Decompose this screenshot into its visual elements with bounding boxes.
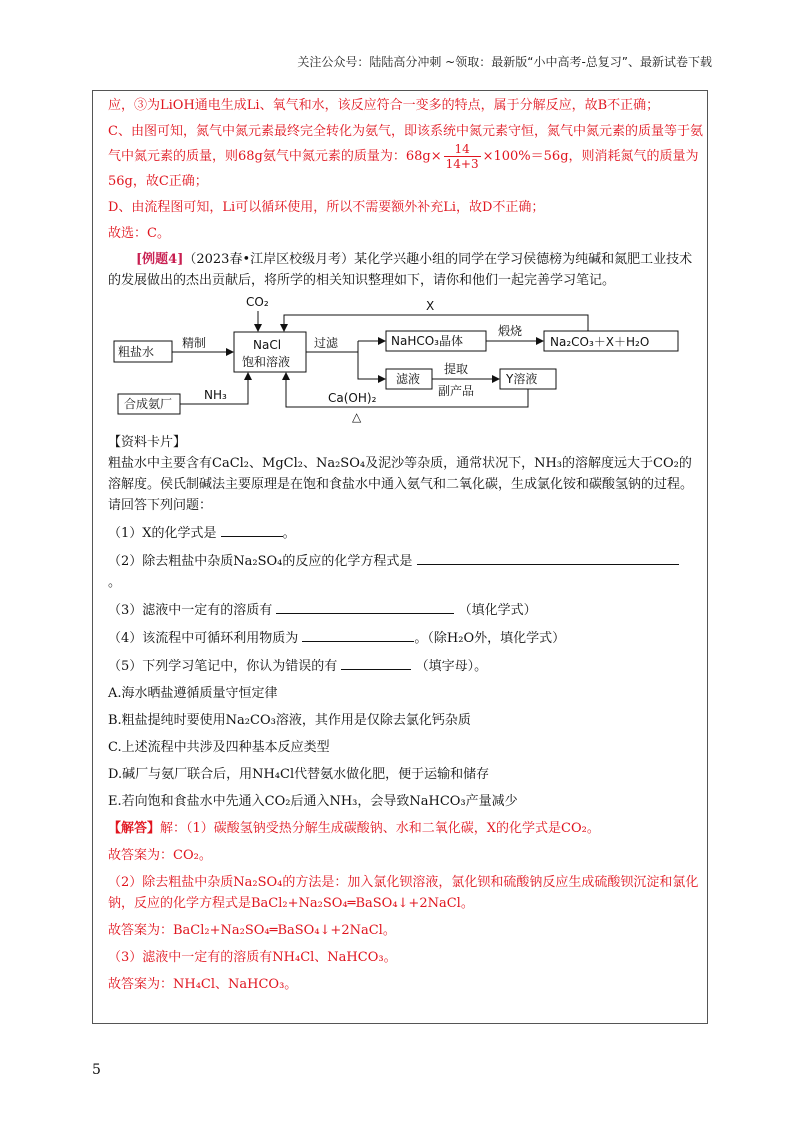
example-intro-text: （2023春•江岸区校级月考）某化学兴趣小组的同学在学习侯德榜为纯碱和氮肥工业技术的发展做出的杰出贡献后，将所学的相关知识整理如下，请你和他们一起完善学习笔记。 (108, 252, 693, 288)
q2-blank (417, 550, 679, 565)
option-c: C.上述流程中共涉及四种基本反应类型 (108, 740, 330, 755)
co2-label: CO₂ (246, 297, 269, 309)
example-intro (108, 249, 704, 291)
heat-label: △ (352, 410, 362, 424)
page-number: 5 (92, 1062, 101, 1078)
option-e: E.若向饱和食盐水中先通入CO₂后通入NH₃，会导致NaHCO₃产量减少 (108, 794, 518, 809)
q1-text: （1）X的化学式是 (108, 526, 217, 541)
answer-2-final: 故答案为：BaCl₂+Na₂SO₄═BaSO₄↓+2NaCl。 (108, 923, 396, 938)
q3-blank (276, 599, 454, 614)
option-d: D.碱厂与氨厂联合后，用NH₄Cl代替氨水做化肥，便于运输和储存 (108, 767, 490, 782)
question-1 (108, 522, 704, 544)
q5-text: （5）下列学习笔记中，你认为错误的有 (108, 659, 338, 674)
mass-fraction (444, 142, 481, 171)
calcine-label: 煅烧 (498, 324, 523, 338)
fraction-numerator: 14 (444, 142, 481, 157)
answer-1-final: 故答案为：CO₂。 (108, 848, 212, 863)
answer-label: 【解答】 (108, 821, 161, 836)
q1-blank (221, 522, 283, 537)
question-4 (108, 627, 704, 649)
explanation-d: D、由流程图可知，Li可以循环使用，所以不需要额外补充Li，故D不正确； (108, 200, 545, 215)
question-2 (108, 550, 704, 593)
arrow-x-recycle (284, 315, 588, 331)
extract-label: 提取 (444, 362, 469, 376)
question-5 (108, 655, 704, 677)
fraction-denominator: 14+3 (445, 157, 479, 171)
explanation-c-text2: ×100%＝56g，则消耗氮气的质量为56g，故C正确； (108, 149, 699, 189)
q5-end: （填字母）。 (415, 659, 488, 674)
explanation-c (108, 121, 704, 192)
answer-3-final: 故答案为：NH₄Cl、NaHCO₃。 (108, 977, 298, 992)
q2-text: （2）除去粗盐中杂质Na₂SO₄的反应的化学方程式是 (108, 554, 413, 569)
filter-label: 过滤 (314, 336, 339, 350)
filtrate-label: 滤液 (396, 372, 421, 386)
crude-brine-label: 粗盐水 (118, 345, 155, 359)
nacl-label-line2: 饱和溶液 (242, 355, 291, 369)
y-solution-label: Y溶液 (506, 372, 538, 386)
caoh2-label: Ca(OH)₂ (328, 391, 377, 405)
answer-1 (108, 818, 704, 839)
option-a: A.海水晒盐遵循质量守恒定律 (108, 686, 278, 701)
resource-title: 【资料卡片】 (108, 435, 187, 450)
ammonia-plant-label: 合成氨厂 (124, 397, 173, 411)
page-header: 关注公众号：陆陆高分冲刺 ~领取：最新版“小中高考-总复习”、最新试卷下载 (297, 55, 712, 69)
nahco3-label: NaHCO₃晶体 (391, 334, 463, 348)
option-b: B.粗盐提纯时要使用Na₂CO₃溶液，其作用是仅除去氯化钙杂质 (108, 713, 471, 728)
example-label: [例题4] (136, 252, 184, 267)
answer-1-text: 解：（1）碳酸氢钠受热分解生成碳酸钠、水和二氧化碳，X的化学式是CO₂。 (160, 821, 600, 836)
resource-text: 粗盐水中主要含有CaCl₂、MgCl₂、Na₂SO₄及泥沙等杂质，通常状况下，NH₃的溶解度远大于CO₂的溶解度。侯氏制碱法主要原理是在饱和食盐水中通入氨气和二氧化碳，生成氯化铵和碳酸氢钠的过程。请回答下列问题： (108, 456, 694, 513)
answer-3: （3）滤液中一定有的溶质有NH₄Cl、NaHCO₃。 (108, 950, 397, 965)
q5-blank (341, 655, 411, 670)
byproduct-label: 副产品 (438, 384, 475, 398)
nacl-label-line1: NaCl (253, 338, 282, 352)
q3-end: （填化学式） (458, 603, 537, 618)
content (108, 95, 704, 995)
answer-2: （2）除去粗盐中杂质Na₂SO₄的方法是：加入氯化钡溶液，氯化钡和硫酸钠反应生成硫酸钡沉淀和氯化钠，反应的化学方程式是BaCl₂+Na₂SO₄═BaSO₄↓+2NaCl。 (108, 875, 699, 911)
x-label: X (426, 299, 435, 313)
arrow-filtrate (358, 341, 385, 379)
q4-blank (302, 627, 414, 642)
q4-end: 。（除H₂O外，填化学式） (414, 631, 566, 646)
q4-text: （4）该流程中可循环利用物质为 (108, 631, 299, 646)
q2-end: 。 (108, 575, 122, 590)
question-3 (108, 599, 704, 621)
process-diagram (108, 297, 704, 430)
explanation-b: 应，③为LiOH通电生成Li、氧气和水，该反应符合一变多的特点，属于分解反应，故B不正确； (108, 98, 660, 113)
q3-text: （3）滤液中一定有的溶质有 (108, 603, 273, 618)
explanation-choice: 故选：C。 (108, 226, 170, 241)
q1-end: 。 (282, 526, 296, 541)
nh3-label: NH₃ (204, 388, 227, 402)
product-label: Na₂CO₃＋X＋H₂O (550, 335, 650, 349)
refine-label: 精制 (182, 336, 207, 350)
explanation-c-text1: C、由图可知，氮气中氮元素最终完全转化为氨气，即该系统中氮元素守恒，氮气中氮元素的质量等于氨气中氮元素的质量，则68g氨气中氮元素的质量为：68g× (108, 124, 703, 164)
